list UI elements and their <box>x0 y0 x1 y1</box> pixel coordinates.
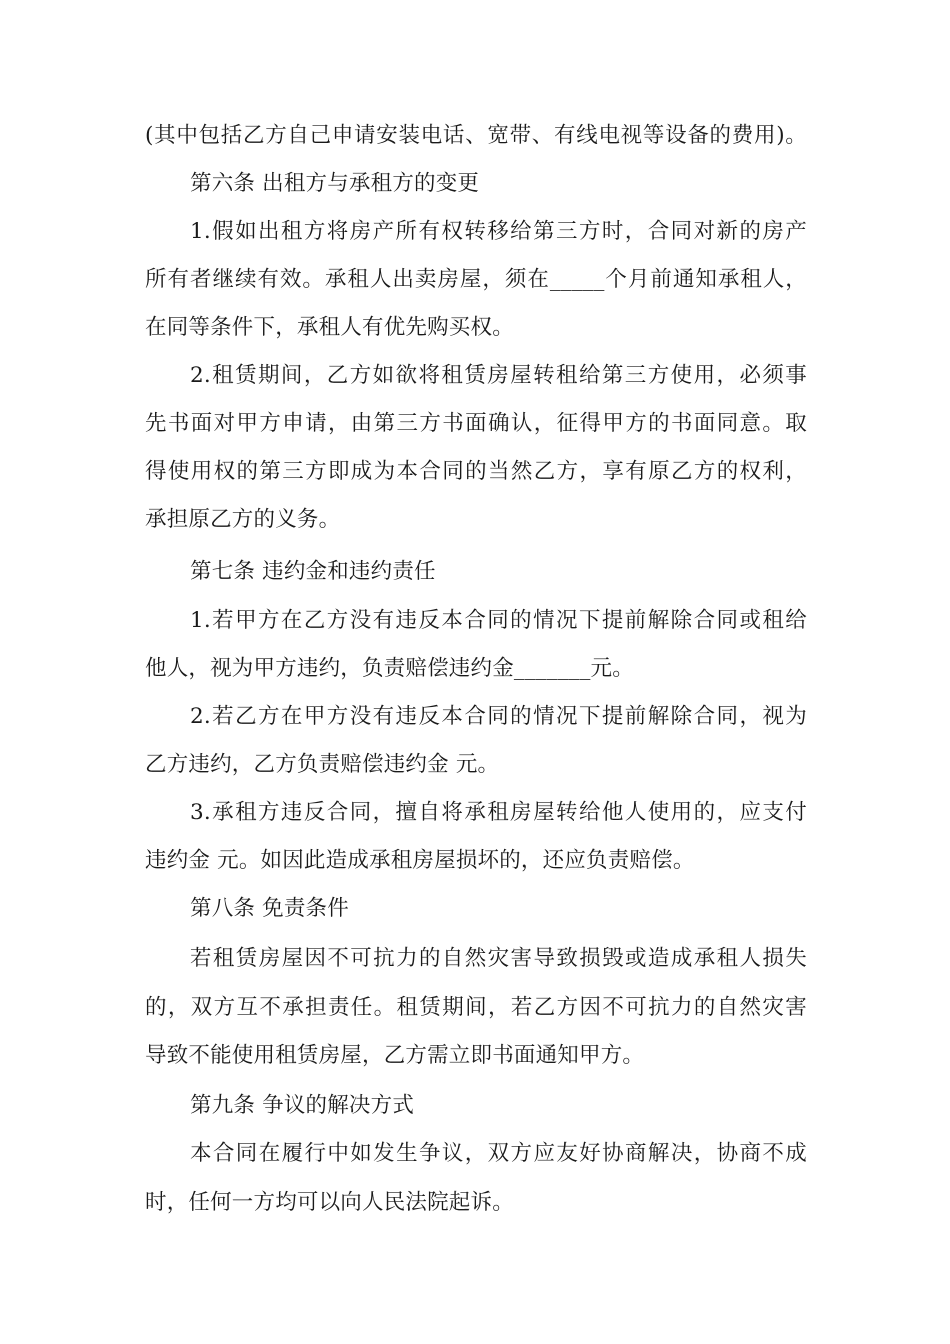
article-9-body-line-2: 时，任何一方均可以向人民法院起诉。 <box>145 1190 514 1215</box>
article-7-clause-3-line-1: 3.承租方违反合同，擅自将承租房屋转给他人使用的，应支付 <box>190 800 807 825</box>
article-6-clause-1-line-1: 1.假如出租方将房产所有权转移给第三方时，合同对新的房产 <box>190 219 807 244</box>
article-8-heading: 第八条 免责条件 <box>190 896 349 921</box>
article-7-clause-1-line-1: 1.若甲方在乙方没有违反本合同的情况下提前解除合同或租给 <box>190 608 807 633</box>
article-6-clause-1-line-2: 所有者继续有效。承租人出卖房屋，须在_____个月前通知承租人， <box>145 267 807 292</box>
article-6-clause-2-line-3: 得使用权的第三方即成为本合同的当然乙方，享有原乙方的权利， <box>145 459 807 484</box>
text-line-continuation: (其中包括乙方自己申请安装电话、宽带、有线电视等设备的费用)。 <box>145 123 807 148</box>
article-7-clause-2-line-1: 2.若乙方在甲方没有违反本合同的情况下提前解除合同，视为 <box>190 704 807 729</box>
article-9-body-line-1: 本合同在履行中如发生争议，双方应友好协商解决，协商不成 <box>190 1141 807 1166</box>
article-9-heading: 第九条 争议的解决方式 <box>190 1093 415 1118</box>
article-6-clause-2-line-1: 2.租赁期间，乙方如欲将租赁房屋转租给第三方使用，必须事 <box>190 363 807 388</box>
article-7-clause-3-line-2: 违约金 元。如因此造成承租房屋损坏的，还应负责赔偿。 <box>145 848 695 873</box>
article-6-heading: 第六条 出租方与承租方的变更 <box>190 171 480 196</box>
article-8-body-line-2: 的，双方互不承担责任。租赁期间，若乙方因不可抗力的自然灾害 <box>145 995 807 1020</box>
article-8-body-line-3: 导致不能使用租赁房屋，乙方需立即书面通知甲方。 <box>145 1043 645 1068</box>
article-7-clause-2-line-2: 乙方违约，乙方负责赔偿违约金 元。 <box>145 752 500 777</box>
article-6-clause-1-line-3: 在同等条件下，承租人有优先购买权。 <box>145 315 514 340</box>
article-6-clause-2-line-2: 先书面对甲方申请，由第三方书面确认，征得甲方的书面同意。取 <box>145 411 807 436</box>
article-6-clause-2-line-4: 承担原乙方的义务。 <box>145 507 341 532</box>
article-8-body-line-1: 若租赁房屋因不可抗力的自然灾害导致损毁或造成承租人损失 <box>190 946 807 971</box>
article-7-heading: 第七条 违约金和违约责任 <box>190 559 436 584</box>
article-7-clause-1-line-2: 他人，视为甲方违约，负责赔偿违约金_______元。 <box>145 656 634 681</box>
